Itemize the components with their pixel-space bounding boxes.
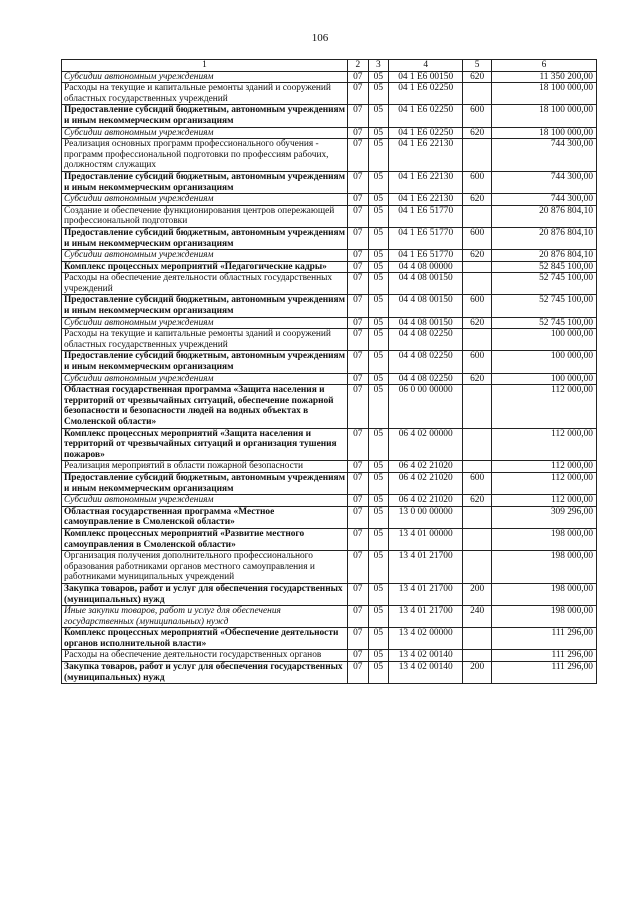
row-expense-type-cell: 620 <box>463 194 492 206</box>
row-expense-type-cell: 200 <box>463 662 492 684</box>
row-section-cell: 07 <box>348 528 369 550</box>
row-name-cell: Субсидии автономным учреждениям <box>62 194 348 206</box>
row-expense-type-cell: 620 <box>463 495 492 507</box>
table-row <box>62 105 597 127</box>
row-subsection-cell: 05 <box>368 171 389 193</box>
row-target-code-cell: 04 1 Е6 02250 <box>389 83 463 105</box>
row-name-cell: Субсидии автономным учреждениям <box>62 127 348 139</box>
table-row <box>62 428 597 461</box>
row-expense-type-cell <box>463 461 492 473</box>
table-row <box>62 461 597 473</box>
table-row <box>62 662 597 684</box>
row-expense-type-cell: 620 <box>463 71 492 83</box>
table-row <box>62 139 597 172</box>
row-section-cell: 07 <box>348 373 369 385</box>
row-target-code-cell: 04 4 08 02250 <box>389 373 463 385</box>
row-expense-type-cell <box>463 261 492 273</box>
row-section-cell: 07 <box>348 472 369 494</box>
row-subsection-cell: 05 <box>368 83 389 105</box>
row-amount-cell: 52 745 100,00 <box>492 273 597 295</box>
row-subsection-cell: 05 <box>368 317 389 329</box>
row-subsection-cell: 05 <box>368 194 389 206</box>
row-amount-cell: 111 296,00 <box>492 650 597 662</box>
row-expense-type-cell: 600 <box>463 227 492 249</box>
header-col-4: 4 <box>389 60 463 72</box>
row-expense-type-cell <box>463 428 492 461</box>
row-amount-cell: 198 000,00 <box>492 528 597 550</box>
page-number: 106 <box>311 32 329 44</box>
row-name-cell: Создание и обеспечение функционирования центров опережающей профессиональной подготовки <box>62 205 348 227</box>
row-target-code-cell: 06 4 02 21020 <box>389 461 463 473</box>
row-target-code-cell: 04 1 Е6 51770 <box>389 227 463 249</box>
table-row <box>62 506 597 528</box>
row-section-cell: 07 <box>348 71 369 83</box>
row-subsection-cell: 05 <box>368 273 389 295</box>
budget-table <box>61 59 597 684</box>
row-expense-type-cell: 200 <box>463 583 492 605</box>
row-amount-cell: 112 000,00 <box>492 472 597 494</box>
row-name-cell: Комплекс процессных мероприятий «Обеспечение деятельности органов исполнительной власти» <box>62 628 348 650</box>
row-name-cell: Предоставление субсидий бюджетным, автономным учреждениям и иным некоммерческим организациям <box>62 227 348 249</box>
row-amount-cell: 198 000,00 <box>492 551 597 584</box>
row-expense-type-cell: 620 <box>463 373 492 385</box>
header-col-3: 3 <box>368 60 389 72</box>
row-name-cell: Закупка товаров, работ и услуг для обеспечения государственных (муниципальных) нужд <box>62 583 348 605</box>
row-amount-cell: 52 745 100,00 <box>492 295 597 317</box>
row-amount-cell: 18 100 000,00 <box>492 83 597 105</box>
row-target-code-cell: 04 4 08 00150 <box>389 317 463 329</box>
row-subsection-cell: 05 <box>368 461 389 473</box>
header-col-1: 1 <box>62 60 348 72</box>
row-amount-cell: 52 845 100,00 <box>492 261 597 273</box>
row-amount-cell: 198 000,00 <box>492 583 597 605</box>
row-expense-type-cell: 600 <box>463 105 492 127</box>
row-amount-cell: 112 000,00 <box>492 428 597 461</box>
row-amount-cell: 111 296,00 <box>492 628 597 650</box>
row-name-cell: Предоставление субсидий бюджетным, автономным учреждениям и иным некоммерческим организациям <box>62 105 348 127</box>
row-amount-cell: 20 876 804,10 <box>492 205 597 227</box>
row-target-code-cell: 04 1 Е6 51770 <box>389 205 463 227</box>
row-name-cell: Комплекс процессных мероприятий «Педагогические кадры» <box>62 261 348 273</box>
row-subsection-cell: 05 <box>368 139 389 172</box>
row-subsection-cell: 05 <box>368 329 389 351</box>
row-target-code-cell: 13 0 00 00000 <box>389 506 463 528</box>
row-name-cell: Комплекс процессных мероприятий «Развитие местного самоуправления в Смоленской области» <box>62 528 348 550</box>
row-section-cell: 07 <box>348 650 369 662</box>
row-name-cell: Комплекс процессных мероприятий «Защита населения и территорий от чрезвычайных ситуаций и организация тушения пожаров» <box>62 428 348 461</box>
table-row <box>62 495 597 507</box>
row-section-cell: 07 <box>348 105 369 127</box>
row-name-cell: Субсидии автономным учреждениям <box>62 373 348 385</box>
row-amount-cell: 20 876 804,10 <box>492 227 597 249</box>
row-amount-cell: 111 296,00 <box>492 662 597 684</box>
row-expense-type-cell: 600 <box>463 171 492 193</box>
row-name-cell: Расходы на текущие и капитальные ремонты зданий и сооружений областных государственных учреждений <box>62 329 348 351</box>
row-amount-cell: 18 100 000,00 <box>492 127 597 139</box>
table-row <box>62 295 597 317</box>
row-name-cell: Организация получения дополнительного профессионального образования работниками органов местного самоуправления и работниками муниципальных учреждений <box>62 551 348 584</box>
row-name-cell: Субсидии автономным учреждениям <box>62 317 348 329</box>
row-subsection-cell: 05 <box>368 551 389 584</box>
row-target-code-cell: 04 1 Е6 22130 <box>389 194 463 206</box>
row-section-cell: 07 <box>348 428 369 461</box>
row-section-cell: 07 <box>348 295 369 317</box>
row-amount-cell: 744 300,00 <box>492 171 597 193</box>
row-name-cell: Предоставление субсидий бюджетным, автономным учреждениям и иным некоммерческим организациям <box>62 472 348 494</box>
row-subsection-cell: 05 <box>368 227 389 249</box>
row-subsection-cell: 05 <box>368 528 389 550</box>
table-row <box>62 351 597 373</box>
table-row <box>62 83 597 105</box>
row-name-cell: Субсидии автономным учреждениям <box>62 71 348 83</box>
row-expense-type-cell <box>463 528 492 550</box>
row-section-cell: 07 <box>348 205 369 227</box>
row-name-cell: Реализация основных программ профессионального обучения - программ профессиональной подготовки по профессиям рабочих, должностям служащих <box>62 139 348 172</box>
row-amount-cell: 11 350 200,00 <box>492 71 597 83</box>
row-section-cell: 07 <box>348 83 369 105</box>
row-target-code-cell: 06 0 00 00000 <box>389 385 463 428</box>
table-row <box>62 551 597 584</box>
table-row <box>62 273 597 295</box>
row-expense-type-cell <box>463 83 492 105</box>
row-expense-type-cell: 620 <box>463 250 492 262</box>
row-subsection-cell: 05 <box>368 650 389 662</box>
row-name-cell: Иные закупки товаров, работ и услуг для обеспечения государственных (муниципальных) нужд <box>62 606 348 628</box>
row-section-cell: 07 <box>348 227 369 249</box>
table-row <box>62 628 597 650</box>
row-name-cell: Расходы на обеспечение деятельности государственных органов <box>62 650 348 662</box>
row-section-cell: 07 <box>348 461 369 473</box>
row-expense-type-cell: 600 <box>463 351 492 373</box>
row-section-cell: 07 <box>348 495 369 507</box>
row-subsection-cell: 05 <box>368 295 389 317</box>
table-row <box>62 329 597 351</box>
row-expense-type-cell <box>463 205 492 227</box>
row-subsection-cell: 05 <box>368 606 389 628</box>
row-subsection-cell: 05 <box>368 250 389 262</box>
row-subsection-cell: 05 <box>368 506 389 528</box>
row-target-code-cell: 04 4 08 00000 <box>389 261 463 273</box>
row-subsection-cell: 05 <box>368 628 389 650</box>
row-section-cell: 07 <box>348 139 369 172</box>
row-target-code-cell: 04 1 Е6 22130 <box>389 139 463 172</box>
row-name-cell: Областная государственная программа «Местное самоуправление в Смоленской области» <box>62 506 348 528</box>
row-target-code-cell: 13 4 01 21700 <box>389 551 463 584</box>
row-amount-cell: 112 000,00 <box>492 495 597 507</box>
row-section-cell: 07 <box>348 583 369 605</box>
row-amount-cell: 309 296,00 <box>492 506 597 528</box>
row-name-cell: Закупка товаров, работ и услуг для обеспечения государственных (муниципальных) нужд <box>62 662 348 684</box>
row-expense-type-cell <box>463 139 492 172</box>
row-section-cell: 07 <box>348 317 369 329</box>
row-name-cell: Предоставление субсидий бюджетным, автономным учреждениям и иным некоммерческим организациям <box>62 171 348 193</box>
row-section-cell: 07 <box>348 628 369 650</box>
row-expense-type-cell: 600 <box>463 295 492 317</box>
row-section-cell: 07 <box>348 506 369 528</box>
row-name-cell: Субсидии автономным учреждениям <box>62 495 348 507</box>
row-target-code-cell: 13 4 01 00000 <box>389 528 463 550</box>
row-section-cell: 07 <box>348 250 369 262</box>
row-amount-cell: 18 100 000,00 <box>492 105 597 127</box>
row-section-cell: 07 <box>348 606 369 628</box>
row-section-cell: 07 <box>348 329 369 351</box>
row-amount-cell: 52 745 100,00 <box>492 317 597 329</box>
table-row <box>62 194 597 206</box>
row-expense-type-cell <box>463 506 492 528</box>
table-row <box>62 606 597 628</box>
row-subsection-cell: 05 <box>368 351 389 373</box>
row-target-code-cell: 13 4 02 00000 <box>389 628 463 650</box>
row-target-code-cell: 13 4 02 00140 <box>389 662 463 684</box>
table-row <box>62 528 597 550</box>
header-col-2: 2 <box>348 60 369 72</box>
row-amount-cell: 112 000,00 <box>492 461 597 473</box>
row-expense-type-cell <box>463 628 492 650</box>
row-section-cell: 07 <box>348 171 369 193</box>
row-subsection-cell: 05 <box>368 583 389 605</box>
row-target-code-cell: 13 4 01 21700 <box>389 583 463 605</box>
row-target-code-cell: 13 4 01 21700 <box>389 606 463 628</box>
row-subsection-cell: 05 <box>368 428 389 461</box>
row-subsection-cell: 05 <box>368 472 389 494</box>
row-amount-cell: 744 300,00 <box>492 194 597 206</box>
row-subsection-cell: 05 <box>368 662 389 684</box>
row-expense-type-cell: 600 <box>463 472 492 494</box>
row-amount-cell: 198 000,00 <box>492 606 597 628</box>
header-col-5: 5 <box>463 60 492 72</box>
row-expense-type-cell <box>463 329 492 351</box>
row-subsection-cell: 05 <box>368 71 389 83</box>
row-name-cell: Реализация мероприятий в области пожарной безопасности <box>62 461 348 473</box>
row-section-cell: 07 <box>348 385 369 428</box>
row-subsection-cell: 05 <box>368 373 389 385</box>
row-expense-type-cell <box>463 650 492 662</box>
row-target-code-cell: 06 4 02 21020 <box>389 472 463 494</box>
row-target-code-cell: 04 1 Е6 00150 <box>389 71 463 83</box>
table-header-row <box>62 60 597 72</box>
row-expense-type-cell <box>463 273 492 295</box>
table-row <box>62 583 597 605</box>
table-row <box>62 472 597 494</box>
row-subsection-cell: 05 <box>368 205 389 227</box>
table-row <box>62 127 597 139</box>
row-subsection-cell: 05 <box>368 105 389 127</box>
row-section-cell: 07 <box>348 273 369 295</box>
row-target-code-cell: 04 4 08 02250 <box>389 351 463 373</box>
row-expense-type-cell: 620 <box>463 317 492 329</box>
table-row <box>62 373 597 385</box>
row-target-code-cell: 04 1 Е6 02250 <box>389 105 463 127</box>
row-amount-cell: 100 000,00 <box>492 373 597 385</box>
table-row <box>62 171 597 193</box>
table-row <box>62 650 597 662</box>
table-body <box>62 71 597 684</box>
row-name-cell: Расходы на обеспечение деятельности областных государственных учреждений <box>62 273 348 295</box>
table-row <box>62 205 597 227</box>
row-expense-type-cell <box>463 385 492 428</box>
row-subsection-cell: 05 <box>368 495 389 507</box>
row-target-code-cell: 13 4 02 00140 <box>389 650 463 662</box>
row-name-cell: Расходы на текущие и капитальные ремонты зданий и сооружений областных государственных учреждений <box>62 83 348 105</box>
table-row <box>62 261 597 273</box>
row-amount-cell: 744 300,00 <box>492 139 597 172</box>
row-target-code-cell: 04 1 Е6 51770 <box>389 250 463 262</box>
table-row <box>62 227 597 249</box>
row-expense-type-cell <box>463 551 492 584</box>
row-target-code-cell: 04 1 Е6 22130 <box>389 171 463 193</box>
row-section-cell: 07 <box>348 127 369 139</box>
row-target-code-cell: 04 4 08 00150 <box>389 295 463 317</box>
row-target-code-cell: 04 4 08 00150 <box>389 273 463 295</box>
row-section-cell: 07 <box>348 194 369 206</box>
row-amount-cell: 100 000,00 <box>492 351 597 373</box>
table-row <box>62 317 597 329</box>
header-col-6: 6 <box>492 60 597 72</box>
row-expense-type-cell: 620 <box>463 127 492 139</box>
row-name-cell: Субсидии автономным учреждениям <box>62 250 348 262</box>
row-amount-cell: 20 876 804,10 <box>492 250 597 262</box>
row-amount-cell: 112 000,00 <box>492 385 597 428</box>
table-row <box>62 250 597 262</box>
row-section-cell: 07 <box>348 551 369 584</box>
row-name-cell: Предоставление субсидий бюджетным, автономным учреждениям и иным некоммерческим организациям <box>62 295 348 317</box>
row-subsection-cell: 05 <box>368 385 389 428</box>
row-amount-cell: 100 000,00 <box>492 329 597 351</box>
row-name-cell: Областная государственная программа «Защита населения и территорий от чрезвычайных ситуаций, обеспечение пожарной безопасности и безопасности людей на водных объектах в Смоленской области» <box>62 385 348 428</box>
row-section-cell: 07 <box>348 662 369 684</box>
row-section-cell: 07 <box>348 351 369 373</box>
table-row <box>62 71 597 83</box>
row-target-code-cell: 06 4 02 21020 <box>389 495 463 507</box>
row-target-code-cell: 04 1 Е6 02250 <box>389 127 463 139</box>
row-subsection-cell: 05 <box>368 127 389 139</box>
row-expense-type-cell: 240 <box>463 606 492 628</box>
row-target-code-cell: 06 4 02 00000 <box>389 428 463 461</box>
row-name-cell: Предоставление субсидий бюджетным, автономным учреждениям и иным некоммерческим организациям <box>62 351 348 373</box>
row-subsection-cell: 05 <box>368 261 389 273</box>
row-target-code-cell: 04 4 08 02250 <box>389 329 463 351</box>
table-row <box>62 385 597 428</box>
row-section-cell: 07 <box>348 261 369 273</box>
